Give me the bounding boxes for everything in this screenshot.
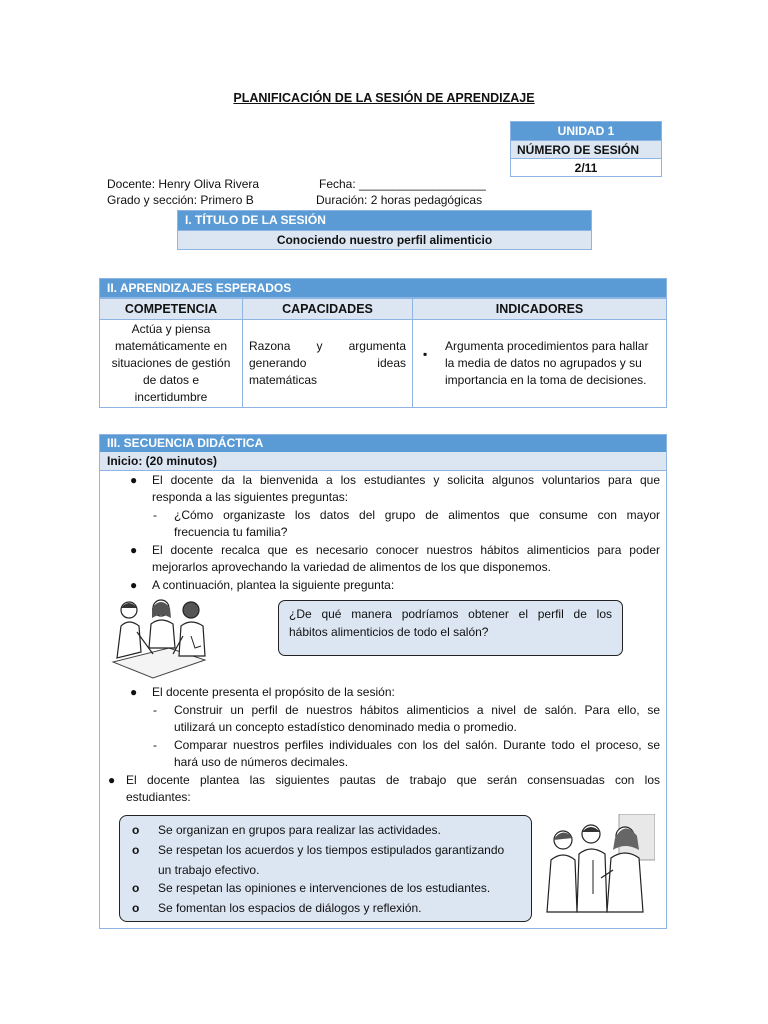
rule-item-continuation (132, 861, 259, 880)
rule-text: Se organizan en grupos para realizar las actividades. (158, 823, 441, 837)
rule-text: Se respetan las opiniones e intervenciones de los estudiantes. (158, 881, 491, 895)
dash-icon: - (153, 703, 157, 717)
section1-header: I. TÍTULO DE LA SESIÓN (177, 210, 592, 231)
circle-bullet-icon: o (132, 823, 140, 837)
question-box (278, 600, 623, 656)
text-line: utilizará un concepto estadístico denominado media o promedio. (174, 720, 517, 734)
circle-bullet-icon: o (132, 901, 140, 915)
page-title: PLANIFICACIÓN DE LA SESIÓN DE APRENDIZAJE (233, 91, 535, 105)
question-line: ¿De qué manera podríamos obtener el perfil de los (289, 607, 612, 621)
learning-table (99, 298, 667, 408)
text-line: Construir un perfil de nuestros hábitos alimenticios a nivel de salón. Para ello, se (174, 703, 660, 717)
bullet-icon: ● (130, 473, 138, 487)
text-line: mejorarlos aprovechando la variedad de alimentos de los que disponemos. (152, 560, 551, 574)
children-illustration (107, 596, 211, 682)
competencia-cell (100, 320, 243, 408)
capacidades-line: generando ideas (249, 356, 406, 370)
text-line: El docente presenta el propósito de la sesión: (152, 685, 395, 699)
unit-label: UNIDAD 1 (510, 121, 662, 141)
text-line: ¿Cómo organizaste los datos del grupo de alimentos que consume con mayor (174, 508, 660, 522)
bullet-icon: ● (108, 773, 116, 787)
section-title (177, 210, 592, 250)
date-info: Fecha: ___________________ (319, 177, 486, 191)
competencia-line: matemáticamente en (114, 339, 228, 353)
circle-bullet-icon: o (132, 881, 140, 895)
capacidades-line: matemáticas (249, 373, 318, 387)
dash-icon: - (153, 508, 157, 522)
rule-text: Se respetan los acuerdos y los tiempos estipulados garantizando (158, 843, 505, 857)
text-line: El docente recalca que es necesario conocer nuestros hábitos alimenticios para poder (152, 543, 660, 557)
question-line: hábitos alimenticios de todo el salón? (289, 625, 489, 639)
bullet-icon: ● (130, 578, 138, 592)
bullet-icon: ▪ (423, 347, 428, 361)
session-number-value: 2/11 (510, 159, 662, 177)
text-line: responda a las siguientes preguntas: (152, 490, 349, 504)
rule-text: Se fomentan los espacios de diálogos y reflexión. (158, 901, 422, 915)
rule-item (132, 821, 441, 840)
duration-info: Duración: 2 horas pedagógicas (316, 193, 483, 207)
col-competencia: COMPETENCIA (100, 299, 243, 320)
inicio-label: Inicio: (20 minutos) (100, 452, 666, 471)
teacher-info: Docente: Henry Oliva Rivera (107, 177, 260, 191)
section2-header: II. APRENDIZAJES ESPERADOS (99, 278, 667, 298)
rule-item (132, 899, 422, 918)
capacidades-cell (243, 320, 413, 408)
text-line: frecuencia tu familia? (174, 525, 288, 539)
circle-bullet-icon: o (132, 843, 140, 857)
rule-item (132, 841, 504, 860)
work-rules-box (119, 815, 532, 922)
col-indicadores: INDICADORES (413, 299, 667, 320)
indicadores-cell (413, 320, 667, 408)
text-line: estudiantes: (126, 790, 191, 804)
bullet-icon: ● (130, 685, 138, 699)
session-title: Conociendo nuestro perfil alimenticio (177, 231, 592, 250)
indicador-line: Argumenta procedimientos para hallar (445, 339, 649, 353)
section3-header: III. SECUENCIA DIDÁCTICA (100, 435, 666, 452)
session-number-label: NÚMERO DE SESIÓN (510, 141, 662, 159)
competencia-line: Actúa y piensa (131, 322, 211, 336)
text-line: El docente plantea las siguientes pautas de trabajo que serán consensuadas con los (126, 773, 660, 787)
text-line: hará uso de números decimales. (174, 755, 349, 769)
bullet-icon: ● (130, 543, 138, 557)
rule-item (132, 879, 490, 898)
competencia-line: situaciones de gestión (111, 356, 231, 370)
indicador-line: importancia en la toma de decisiones. (445, 373, 647, 387)
text-line: Comparar nuestros perfiles individuales con los del salón. Durante todo el proceso, se (174, 738, 660, 752)
text-line: A continuación, plantea la siguiente pregunta: (152, 578, 395, 592)
competencia-line: de datos e (142, 373, 200, 387)
unit-box (510, 121, 662, 177)
text-line: El docente da la bienvenida a los estudiantes y solicita algunos voluntarios para que (152, 473, 660, 487)
students-group-illustration (543, 814, 655, 914)
indicador-line: la media de datos no agrupados y su (445, 356, 642, 370)
capacidades-line: Razona y argumenta (249, 339, 406, 353)
rule-text: un trabajo efectivo. (158, 863, 260, 877)
section-expected-learning (99, 278, 667, 408)
col-capacidades: CAPACIDADES (243, 299, 413, 320)
dash-icon: - (153, 738, 157, 752)
competencia-line: incertidumbre (134, 390, 208, 404)
grade-info: Grado y sección: Primero B (107, 193, 254, 207)
